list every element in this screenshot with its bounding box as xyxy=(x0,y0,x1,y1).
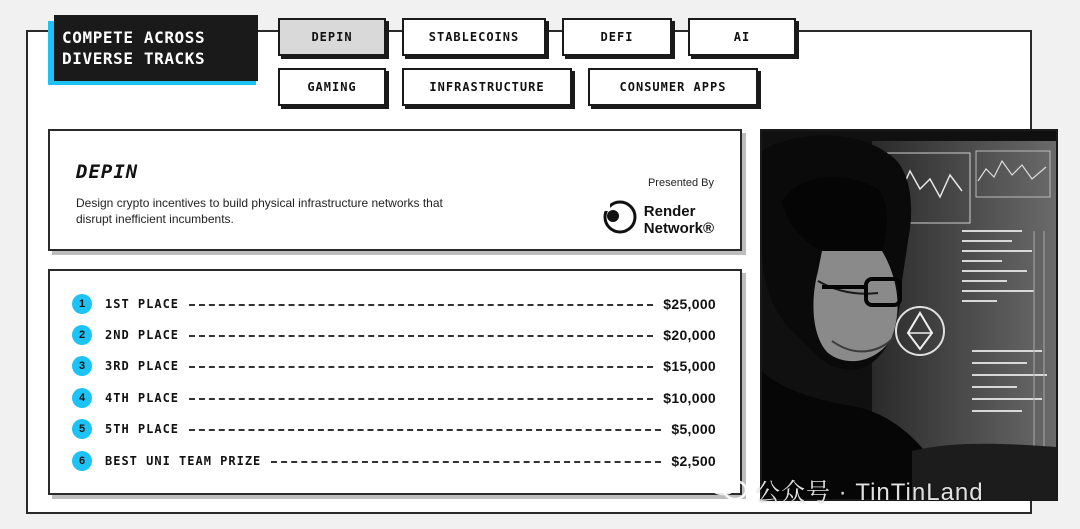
prize-amount: $25,000 xyxy=(663,296,716,312)
prize-amount: $10,000 xyxy=(663,390,716,406)
sponsor-name-line1: Render xyxy=(643,202,696,220)
prize-list-panel xyxy=(48,269,742,495)
prize-row xyxy=(72,325,716,345)
prize-place: BEST UNI TEAM PRIZE xyxy=(105,454,262,468)
prize-row xyxy=(72,356,716,376)
prize-row xyxy=(72,388,716,408)
rank-badge: 3 xyxy=(72,356,92,376)
prize-row xyxy=(72,451,716,471)
wechat-icon xyxy=(706,470,750,509)
hacker-illustration xyxy=(760,129,1058,501)
rank-badge: 1 xyxy=(72,294,92,314)
prize-place: 1ST PLACE xyxy=(105,297,180,311)
tab-depin[interactable]: DEPIN xyxy=(278,18,386,56)
sponsor-logo[interactable] xyxy=(602,199,714,240)
track-description xyxy=(76,195,476,227)
dotted-leader xyxy=(271,461,661,463)
prize-amount: $20,000 xyxy=(663,327,716,343)
prize-amount: $15,000 xyxy=(663,358,716,374)
section-title xyxy=(54,15,258,81)
tab-consumer-apps[interactable]: CONSUMER APPS xyxy=(588,68,758,106)
render-network-logo-icon xyxy=(602,199,638,240)
dotted-leader xyxy=(189,366,653,368)
dotted-leader xyxy=(189,304,653,306)
rank-badge: 4 xyxy=(72,388,92,408)
prize-row xyxy=(72,419,716,439)
presented-by-label: Presented By xyxy=(647,177,714,189)
track-title: DEPIN xyxy=(76,161,139,183)
watermark-text: 公众号 · TinTinLand xyxy=(756,479,984,506)
dotted-leader xyxy=(189,335,653,337)
tab-stablecoins[interactable]: STABLECOINS xyxy=(402,18,546,56)
section-title-line1: COMPETE ACROSS xyxy=(62,28,206,47)
tab-infrastructure[interactable]: INFRASTRUCTURE xyxy=(402,68,572,106)
prize-place: 2ND PLACE xyxy=(105,328,180,342)
prize-amount: $5,000 xyxy=(671,421,716,437)
prize-place: 3RD PLACE xyxy=(105,359,180,373)
rank-badge: 2 xyxy=(72,325,92,345)
tab-defi[interactable]: DEFI xyxy=(562,18,672,56)
prize-row xyxy=(72,294,716,314)
prize-place: 5TH PLACE xyxy=(105,422,180,436)
rank-badge: 5 xyxy=(72,419,92,439)
dotted-leader xyxy=(189,429,661,431)
sponsor-name xyxy=(644,203,714,237)
track-description-line1: Design crypto incentives to build physical infrastructure networks that xyxy=(76,196,443,210)
prize-amount: $2,500 xyxy=(671,453,716,469)
prize-place: 4TH PLACE xyxy=(105,391,180,405)
tab-gaming[interactable]: GAMING xyxy=(278,68,386,106)
track-description-line2: disrupt inefficient incumbents. xyxy=(76,212,234,226)
tab-ai[interactable]: AI xyxy=(688,18,796,56)
watermark xyxy=(706,470,984,509)
rank-badge: 6 xyxy=(72,451,92,471)
section-title-line2: DIVERSE TRACKS xyxy=(62,49,206,68)
sponsor-name-line2: Network® xyxy=(643,219,714,237)
dotted-leader xyxy=(189,398,653,400)
track-info-panel xyxy=(48,129,742,251)
